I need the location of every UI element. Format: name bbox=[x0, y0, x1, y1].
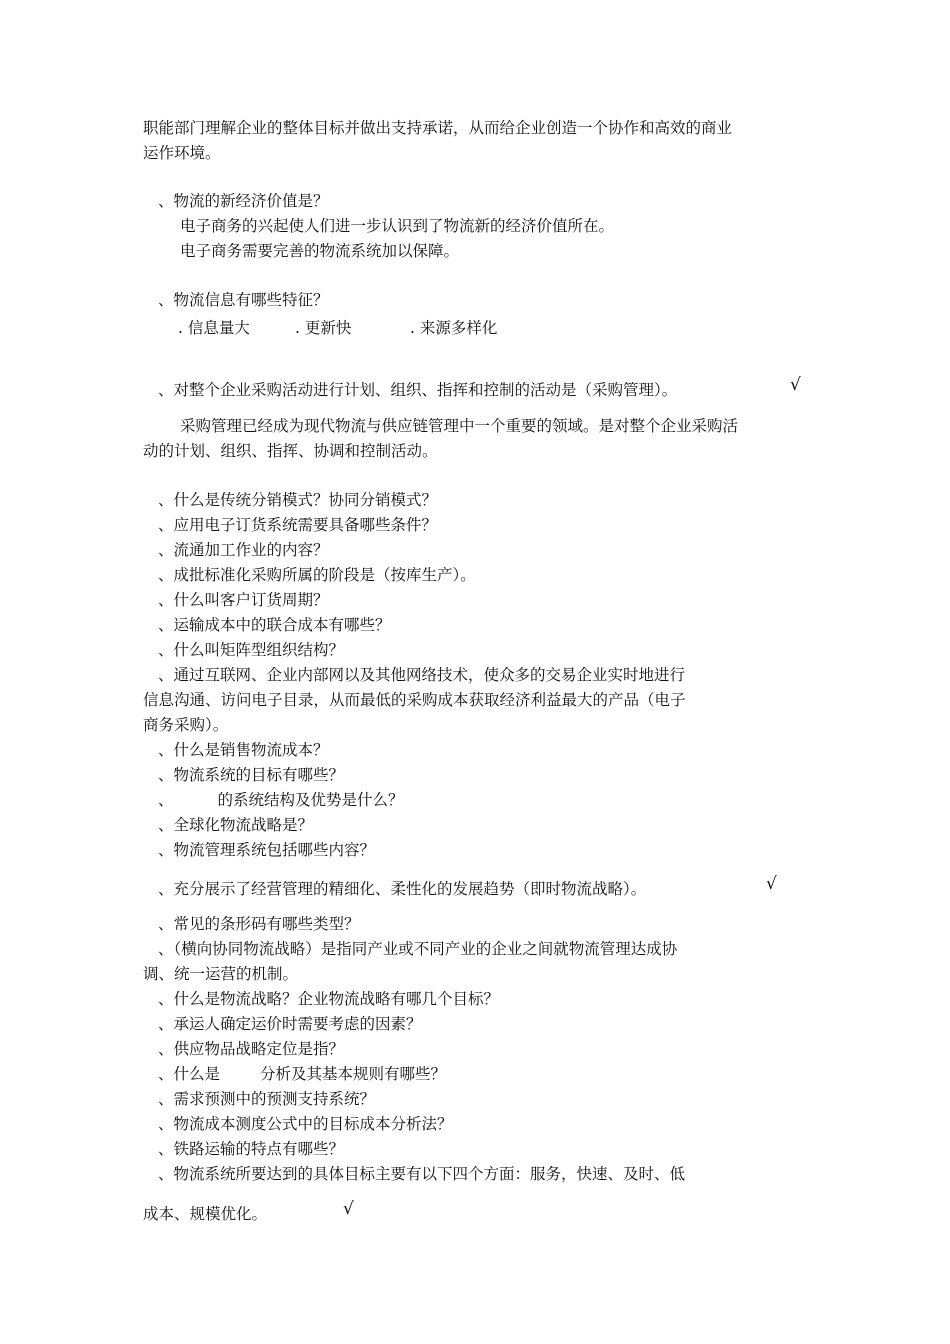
question-line: 、物流信息有哪些特征？ bbox=[158, 291, 329, 309]
question-line: 、需求预测中的预测支持系统？ bbox=[158, 1090, 376, 1108]
check-mark-icon: √ bbox=[766, 874, 777, 894]
question-prefix: 、什么是 bbox=[158, 1065, 221, 1083]
answer-item: . 更新快 bbox=[295, 319, 352, 337]
question-line: 、物流系统所要达到的具体目标主要有以下四个方面：服务，快速、及时、低 bbox=[158, 1165, 686, 1183]
question-line: 、什么叫矩阵型组织结构？ bbox=[158, 641, 345, 659]
text-line: 职能部门理解企业的整体目标并做出支持承诺，从而给企业创造一个协作和高效的商业 bbox=[143, 119, 733, 137]
question-line: 、供应物品战略定位是指？ bbox=[158, 1040, 345, 1058]
question-line: 、常见的条形码有哪些类型？ bbox=[158, 915, 360, 933]
question-line: 、成批标准化采购所属的阶段是（按库生产）。 bbox=[158, 566, 476, 584]
question-line: 、承运人确定运价时需要考虑的因素？ bbox=[158, 1015, 422, 1033]
text-line: 商务采购）。 bbox=[143, 716, 229, 734]
question-line: 、流通加工作业的内容？ bbox=[158, 541, 329, 559]
text-line: 调、统一运营的机制。 bbox=[143, 965, 299, 983]
question-line: 、通过互联网、企业内部网以及其他网络技术，使众多的交易企业实时地进行 bbox=[158, 666, 686, 684]
question-line: 、物流成本测度公式中的目标成本分析法？ bbox=[158, 1115, 453, 1133]
question-line: 、全球化物流战略是？ bbox=[158, 816, 314, 834]
question-line: 、什么是传统分销模式？协同分销模式？ bbox=[158, 491, 438, 509]
answer-line: 电子商务的兴起使人们进一步认识到了物流新的经济价值所在。 bbox=[180, 217, 615, 235]
text-line: 成本、规模优化。 bbox=[143, 1205, 268, 1223]
question-line: 、对整个企业采购活动进行计划、组织、指挥和控制的活动是（采购管理）。 bbox=[158, 381, 678, 399]
question-prefix: 、 bbox=[158, 791, 174, 809]
question-line: 、物流的新经济价值是？ bbox=[158, 192, 329, 210]
question-line bbox=[158, 790, 404, 810]
question-line: 、铁路运输的特点有哪些？ bbox=[158, 1140, 345, 1158]
answer-line: 动的计划、组织、指挥、协调和控制活动。 bbox=[143, 442, 438, 460]
text-line: 信息沟通、访问电子目录，从而最低的采购成本获取经济利益最大的产品（电子 bbox=[143, 691, 686, 709]
text-line: 运作环境。 bbox=[143, 144, 221, 162]
answer-line: 采购管理已经成为现代物流与供应链管理中一个重要的领域。是对整个企业采购活 bbox=[180, 417, 739, 435]
question-line: 、运输成本中的联合成本有哪些？ bbox=[158, 616, 391, 634]
answer-item: . 来源多样化 bbox=[410, 319, 498, 337]
question-text: 的系统结构及优势是什么？ bbox=[217, 791, 404, 809]
question-line: 、充分展示了经营管理的精细化、柔性化的发展趋势（即时物流战略）。 bbox=[158, 880, 647, 898]
answer-item: . 信息量大 bbox=[178, 319, 250, 337]
question-line: 、什么是销售物流成本？ bbox=[158, 741, 329, 759]
question-line bbox=[158, 1064, 446, 1084]
question-text: 分析及其基本规则有哪些？ bbox=[260, 1065, 447, 1083]
question-line: 、（横向协同物流战略）是指同产业或不同产业的企业之间就物流管理达成协 bbox=[158, 940, 678, 958]
check-mark-icon: √ bbox=[343, 1199, 354, 1219]
question-line: 、什么叫客户订货周期？ bbox=[158, 591, 329, 609]
question-line: 、什么是物流战略？企业物流战略有哪几个目标？ bbox=[158, 990, 500, 1008]
check-mark-icon: √ bbox=[790, 375, 801, 395]
answer-line: 电子商务需要完善的物流系统加以保障。 bbox=[180, 242, 460, 260]
question-line: 、物流系统的目标有哪些？ bbox=[158, 766, 345, 784]
question-line: 、物流管理系统包括哪些内容？ bbox=[158, 841, 376, 859]
question-line: 、应用电子订货系统需要具备哪些条件？ bbox=[158, 516, 438, 534]
